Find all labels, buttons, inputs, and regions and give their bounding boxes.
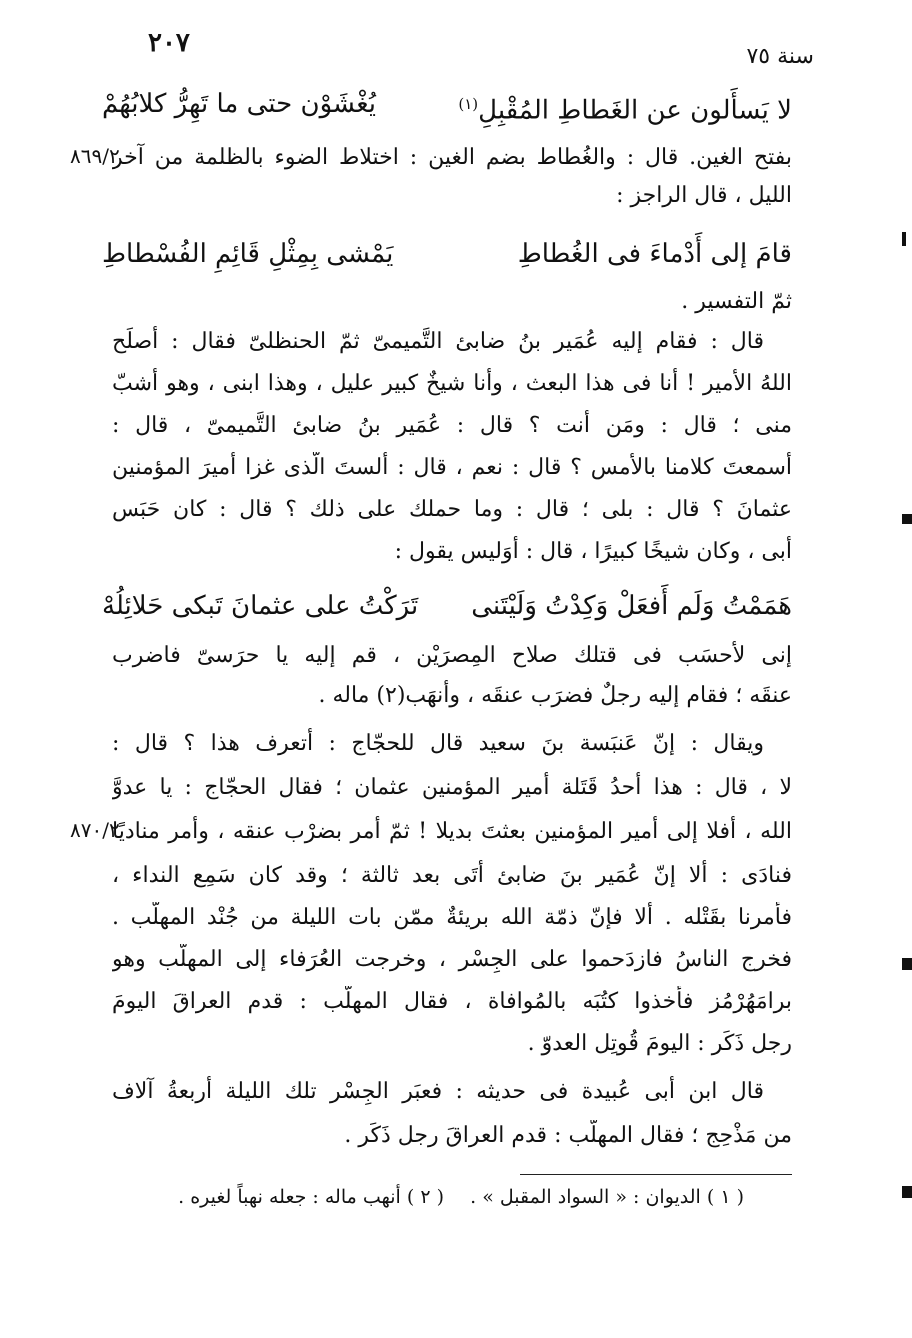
text-line: أبى ، وكان شيخًا كبيرًا ، قال : أوَليس يقول :	[394, 539, 792, 564]
text-line: بفتح الغين. قال : والغُطاط بضم الغين : اختلاط الضوء بالظلمة من آخر	[112, 145, 792, 170]
scan-edge-mark	[902, 514, 912, 524]
footnote-rule	[520, 1174, 792, 1175]
verse-1	[102, 82, 792, 126]
margin-reference: ٨٧٠/٢	[70, 818, 120, 842]
footnote-1: ( ١ ) الديوان : « السواد المقبل » .	[470, 1186, 744, 1208]
footnote-marker-1: (١)	[458, 95, 479, 113]
scan-edge-mark	[902, 958, 912, 970]
page-number: ٢٠٧	[148, 28, 190, 58]
text-line: من مَذْحِج ؛ فقال المهلَّب : قدم العراقَ رجل ذَكَر .	[344, 1123, 792, 1148]
verse-3	[102, 584, 792, 628]
text-line: رجل ذَكَر : اليومَ قُوتِل العدوّ .	[527, 1031, 792, 1056]
verse-2	[102, 232, 792, 276]
text-line: ثمّ التفسير .	[681, 289, 792, 314]
verse-1-hemistich-left: يُغْشَوْن حتى ما تَهِرُّ كلابُهُمْ	[102, 89, 376, 119]
verse-1-hemistich-right: لا يَسأَلون عن الغَطاطِ المُقْبِلِ$^{(١)}$	[458, 95, 792, 126]
text-line: الليل ، قال الراجز :	[616, 183, 792, 208]
scan-edge-mark	[902, 1186, 912, 1198]
text-line: إنى لأحسَب فى قتلك صلاح المِصرَيْن ، قم إليه يا حرَسىّ فاضرب	[112, 643, 792, 668]
verse-2-hemistich-right: قامَ إلى أَدْماءَ فى الغُطاطِ	[517, 239, 792, 269]
margin-reference: ٨٦٩/٢	[70, 144, 120, 168]
text-line: أسمعتَ كلامنا بالأمس ؟ قال : نعم ، قال : ألستَ الّذى غزا أميرَ المؤمنين	[112, 455, 792, 480]
footnote-2: ( ٢ ) أنهب ماله : جعله نهباً لغيره .	[178, 1186, 444, 1208]
text-line: الله ، أفلا إلى أمير المؤمنين بعثتَ بديلا ! ثمّ أمر بضرْب عنقه ، وأمر مناديًا	[112, 819, 792, 844]
text-line: عثمانَ ؟ قال : بلى ؛ قال : وما حملك على ذلك ؟ قال : كان حَبَس	[112, 497, 792, 522]
text-line: فأمرنا بقَتْله . ألا فإنّ ذمّة الله بريئةٌ ممّن بات الليلة من جُنْد المهلَّب .	[112, 905, 792, 930]
verse-3-hemistich-left: تَرَكْتُ على عثمانَ تَبكى حَلائِلُهْ	[102, 591, 419, 621]
text-line: فخرج الناسُ فازدَحموا على الجِسْر ، وخرجت العُرَفاء إلى المهلَّب وهو	[112, 947, 792, 972]
text-line: اللهُ الأمير ! أنا فى هذا البعث ، وأنا شيخٌ كبير عليل ، وهذا ابنى ، وهو أشبّ	[112, 371, 792, 396]
text-line: قال ابن أبى عُبيدة فى حديثه : فعبَر الجِسْر تلك الليلة أربعةُ آلاف	[112, 1079, 764, 1104]
text-line: فنادَى : ألا إنّ عُمَير بنَ ضابئ أتَى بعد ثالثة ؛ وقد كان سَمِع النداء ،	[112, 863, 792, 888]
text-line: لا ، قال : هذا أحدُ قَتَلة أمير المؤمنين عثمان ؛ فقال الحجّاج : يا عدوَّ	[112, 775, 792, 800]
text-line: ويقال : إنّ عَنبَسة بنَ سعيد قال للحجّاج : أتعرف هذا ؟ قال :	[112, 731, 764, 756]
verse-2-hemistich-left: يَمْشى بِمِثْلِ قَائِمِ الفُسْطاطِ	[102, 239, 394, 269]
verse-3-hemistich-right: هَمَمْتُ وَلَم أَفعَلْ وَكِدْتُ وَلَيْتَنى	[471, 591, 792, 621]
text-line: قال : فقام إليه عُمَير بنُ ضابئ التَّميمىّ ثمّ الحنظلىّ فقال : أصلَح	[112, 329, 764, 354]
text-line: منى ؛ قال : ومَن أنت ؟ قال : عُمَير بنُ ضابئ التَّميمىّ ، قال :	[112, 413, 792, 438]
running-title: سنة ٧٥	[746, 44, 814, 69]
text-line: برامَهُرْمُز فأخذوا كتُبَه بالمُوافاة ، فقال المهلَّب : قدم العراقَ اليومَ	[112, 989, 792, 1014]
text-line: عنقَه ؛ فقام إليه رجلٌ فضرَب عنقَه ، وأنهَب(٢) ماله .	[318, 683, 792, 708]
scan-edge-mark	[902, 232, 906, 246]
